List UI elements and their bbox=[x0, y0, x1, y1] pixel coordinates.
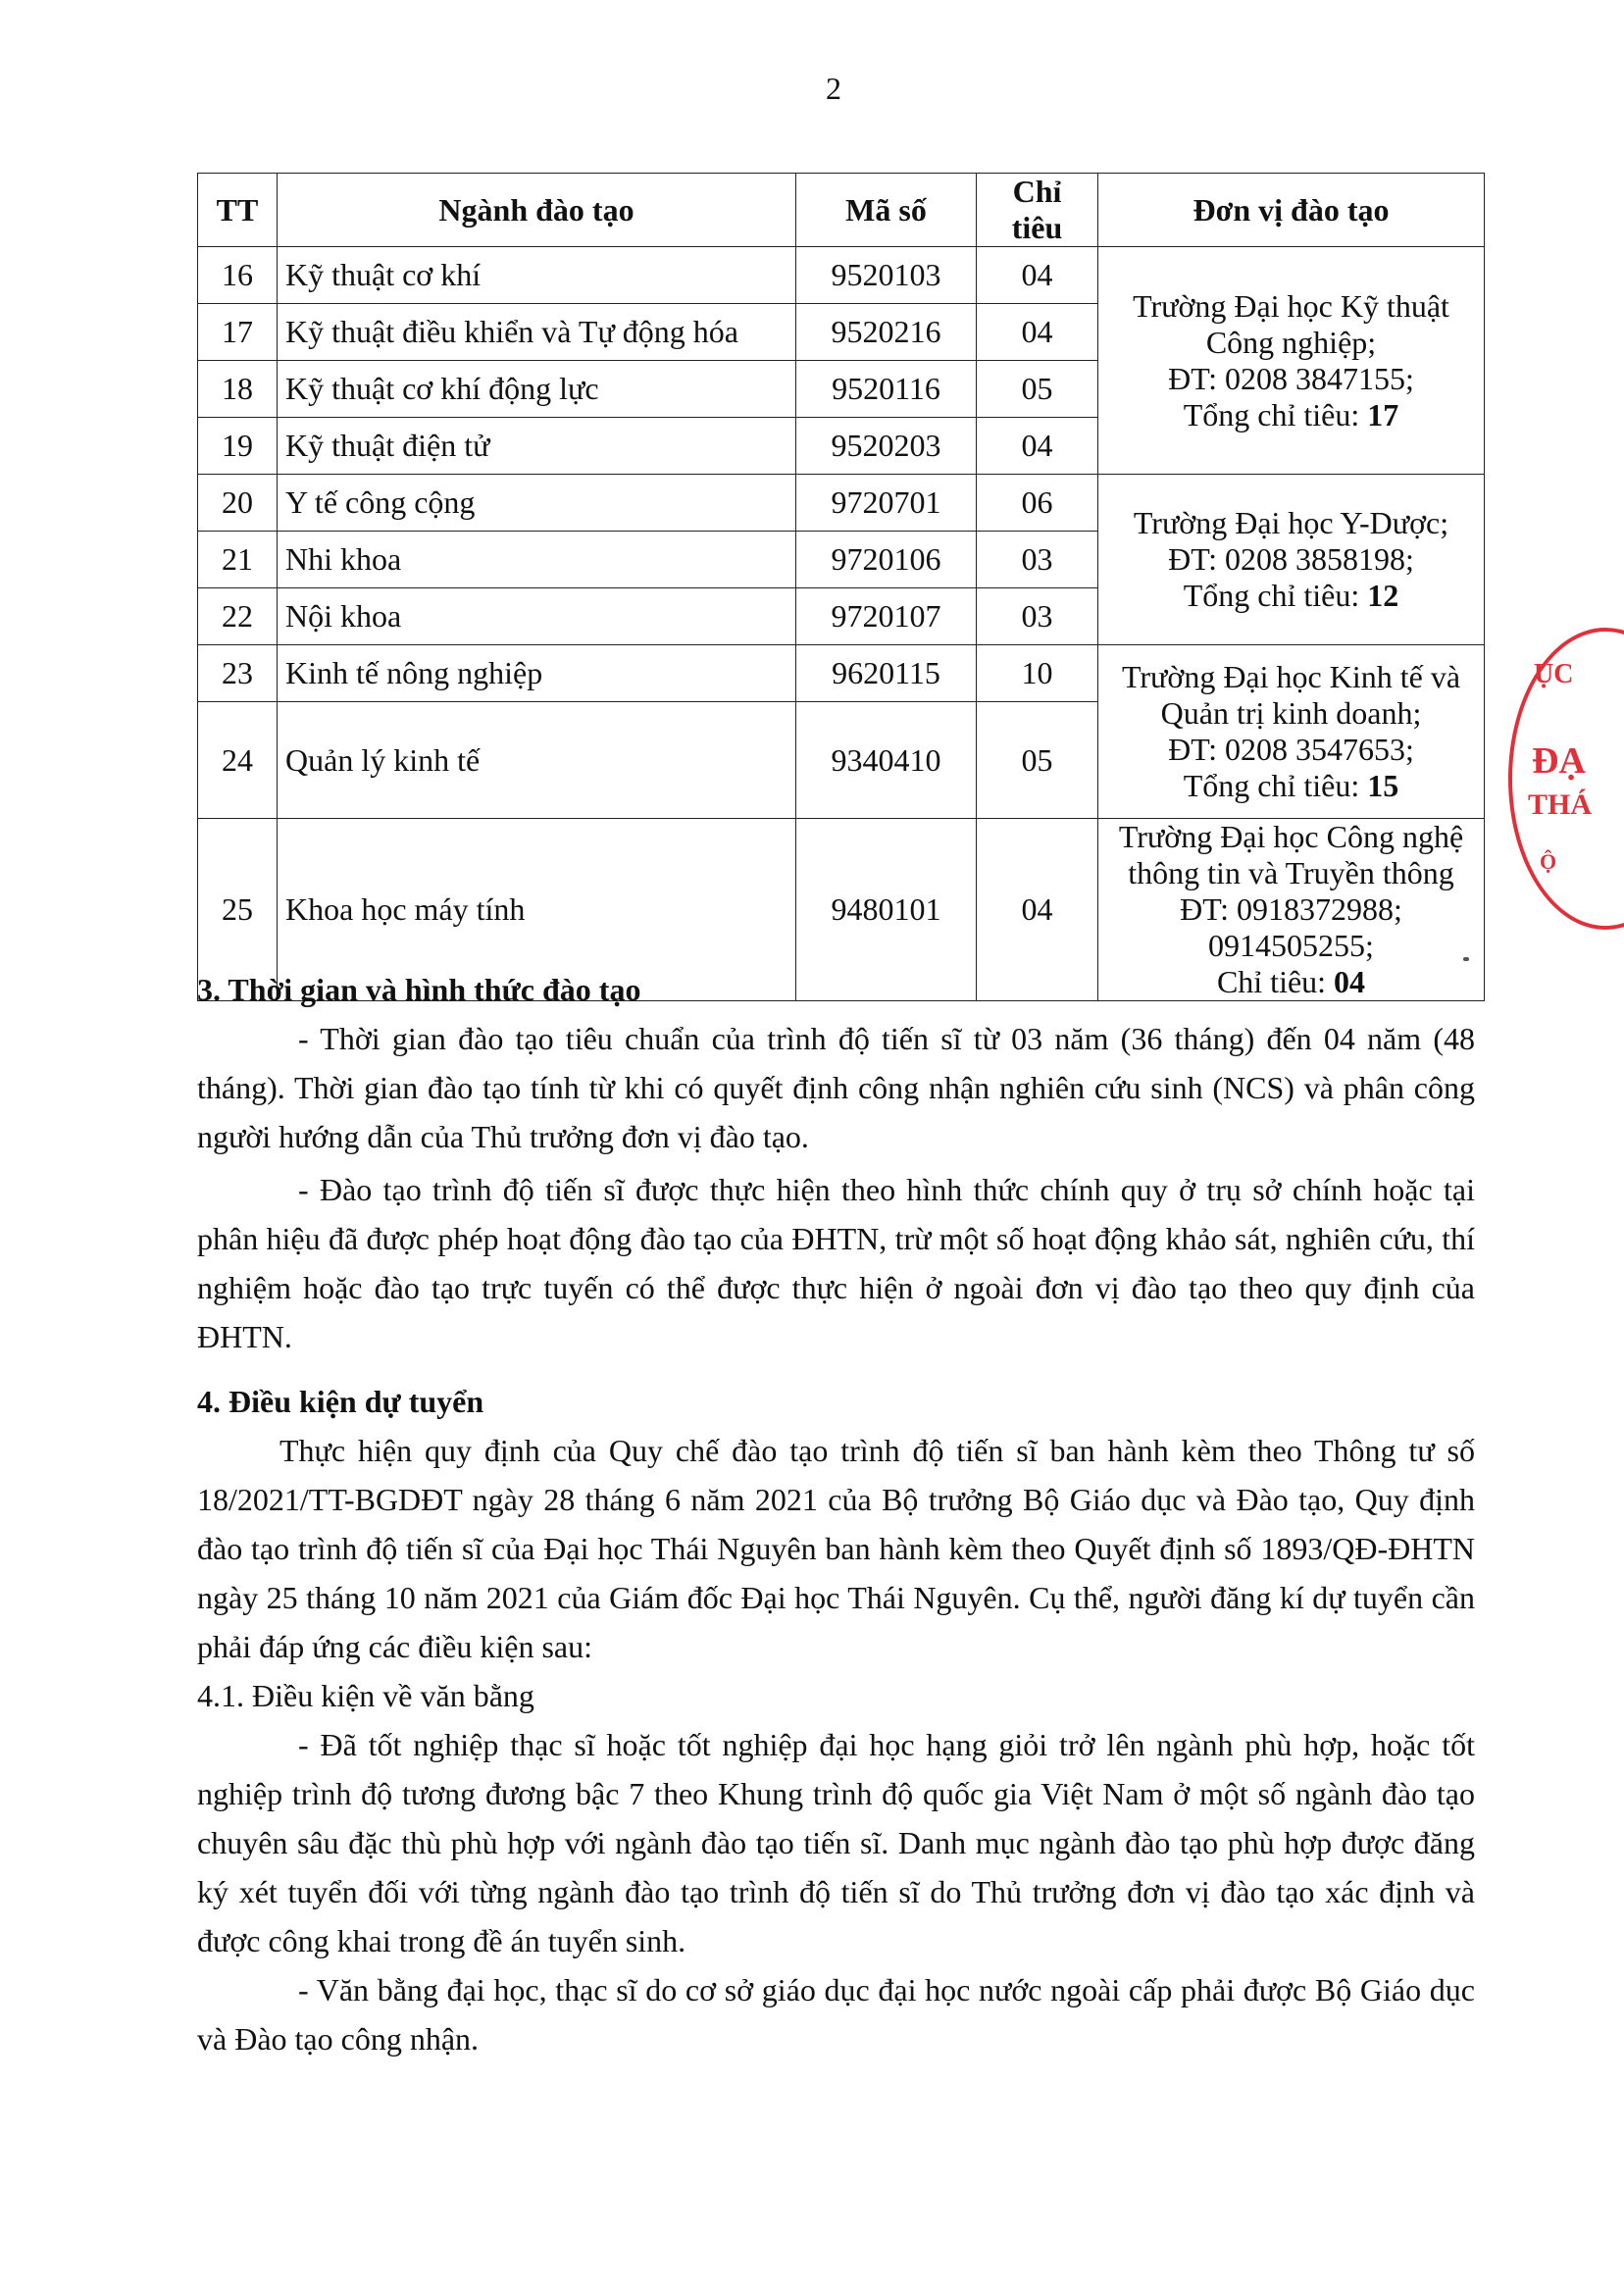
unit-phone: ĐT: 0208 3847155; bbox=[1168, 360, 1414, 396]
row-major: Kỹ thuật điện tử bbox=[278, 418, 796, 475]
section-4-heading: 4. Điều kiện dự tuyển bbox=[197, 1384, 484, 1419]
unit-total bbox=[1106, 578, 1476, 614]
unit-total-value: 17 bbox=[1367, 396, 1399, 432]
row-code: 9720107 bbox=[796, 588, 977, 645]
section-4-paragraph-2: - Đã tốt nghiệp thạc sĩ hoặc tốt nghiệp đại học hạng giỏi trở lên ngành phù hợp, hoặc tốt nghiệp trình độ tương đương bậc 7 theo Khung trình độ quốc gia Việt Nam ở một số ngành đào tạo chuyên sâu đặc thù phù hợp với ngành đào tạo tiến sĩ. Danh mục ngành đào tạo phù hợp được đăng ký xét tuyển đối với từng ngành đào tạo trình độ tiến sĩ do Thủ trưởng đơn vị đào tạo xác định và được công khai trong đề án tuyển sinh. bbox=[197, 1727, 1475, 1958]
red-seal-stamp bbox=[1508, 628, 1624, 930]
unit-total-label: Tổng chỉ tiêu: bbox=[1183, 768, 1368, 803]
row-tt: 19 bbox=[198, 418, 278, 475]
row-tt: 21 bbox=[198, 532, 278, 588]
row-code: 9720701 bbox=[796, 475, 977, 532]
training-unit-cell bbox=[1098, 645, 1485, 819]
section-4 bbox=[197, 1377, 1475, 2063]
training-unit-cell bbox=[1098, 247, 1485, 475]
row-tt: 17 bbox=[198, 304, 278, 361]
row-major: Kinh tế nông nghiệp bbox=[278, 645, 796, 702]
row-code: 9520103 bbox=[796, 247, 977, 304]
row-quota: 05 bbox=[977, 702, 1098, 819]
row-quota: 05 bbox=[977, 361, 1098, 418]
row-tt: 22 bbox=[198, 588, 278, 645]
row-code: 9520203 bbox=[796, 418, 977, 475]
row-code: 9340410 bbox=[796, 702, 977, 819]
row-quota: 04 bbox=[977, 247, 1098, 304]
section-3-paragraph-1: - Thời gian đào tạo tiêu chuẩn của trình độ tiến sĩ từ 03 năm (36 tháng) đến 04 năm (48 tháng). Thời gian đào tạo tính từ khi có quyết định công nhận nghiên cứu sinh (NCS) và phân công người hướng dẫn của Thủ trưởng đơn vị đào tạo. bbox=[197, 1021, 1475, 1154]
admissions-table bbox=[197, 173, 1485, 1001]
row-major: Kỹ thuật cơ khí bbox=[278, 247, 796, 304]
header-major: Ngành đào tạo bbox=[278, 174, 796, 247]
unit-phone: ĐT: 0918372988; 0914505255; bbox=[1180, 891, 1402, 963]
unit-total-label: Tổng chỉ tiêu: bbox=[1183, 578, 1368, 613]
stamp-text: ĐẠ bbox=[1532, 740, 1586, 782]
section-4-paragraph-3: - Văn bằng đại học, thạc sĩ do cơ sở giáo dục đại học nước ngoài cấp phải được Bộ Giáo dục và Đào tạo công nhận. bbox=[197, 1972, 1475, 2057]
table-header-row bbox=[198, 174, 1485, 247]
section-3 bbox=[197, 965, 1475, 1361]
unit-name: Trường Đại học Công nghệ thông tin và Truyền thông bbox=[1118, 819, 1464, 890]
unit-phone: ĐT: 0208 3858198; bbox=[1168, 541, 1414, 577]
unit-total bbox=[1106, 768, 1476, 804]
training-unit-cell bbox=[1098, 475, 1485, 645]
row-major: Kỹ thuật điều khiển và Tự động hóa bbox=[278, 304, 796, 361]
row-major: Kỹ thuật cơ khí động lực bbox=[278, 361, 796, 418]
section-4-paragraph-1: Thực hiện quy định của Quy chế đào tạo trình độ tiến sĩ ban hành kèm theo Thông tư số 18/2021/TT-BGDĐT ngày 28 tháng 6 năm 2021 của Bộ trưởng Bộ Giáo dục và Đào tạo, Quy định đào tạo trình độ tiến sĩ của Đại học Thái Nguyên ban hành kèm theo Quyết định số 1893/QĐ-ĐHTN ngày 25 tháng 10 năm 2021 của Giám đốc Đại học Thái Nguyên. Cụ thể, người đăng kí dự tuyển cần phải đáp ứng các điều kiện sau: bbox=[197, 1433, 1475, 1664]
unit-total-label: Tổng chỉ tiêu: bbox=[1183, 396, 1368, 432]
stamp-text: ỤC bbox=[1534, 659, 1574, 689]
row-code: 9480101 bbox=[796, 819, 977, 1001]
row-major: Y tế công cộng bbox=[278, 475, 796, 532]
row-quota: 06 bbox=[977, 475, 1098, 532]
row-code: 9520216 bbox=[796, 304, 977, 361]
row-tt: 23 bbox=[198, 645, 278, 702]
section-3-paragraph-2: - Đào tạo trình độ tiến sĩ được thực hiện theo hình thức chính quy ở trụ sở chính hoặc tại phân hiệu đã được phép hoạt động đào tạo của ĐHTN, trừ một số hoạt động khảo sát, nghiên cứu, thí nghiệm hoặc đào tạo trực tuyến có thể được thực hiện ở ngoài đơn vị đào tạo theo quy định của ĐHTN. bbox=[197, 1172, 1475, 1354]
unit-total-value: 04 bbox=[1334, 964, 1366, 999]
section-4-1-heading: 4.1. Điều kiện về văn bằng bbox=[197, 1678, 534, 1713]
page-number: 2 bbox=[826, 71, 841, 106]
row-quota: 04 bbox=[977, 418, 1098, 475]
header-quota: Chỉ tiêu bbox=[977, 174, 1098, 247]
unit-name: Trường Đại học Kinh tế và Quản trị kinh doanh; bbox=[1121, 659, 1461, 731]
row-quota: 04 bbox=[977, 819, 1098, 1001]
section-3-heading: 3. Thời gian và hình thức đào tạo bbox=[197, 972, 641, 1007]
unit-total-label: Chỉ tiêu: bbox=[1216, 964, 1335, 999]
unit-total-value: 15 bbox=[1367, 768, 1399, 803]
row-quota: 03 bbox=[977, 532, 1098, 588]
row-code: 9520116 bbox=[796, 361, 977, 418]
header-tt: TT bbox=[198, 174, 278, 247]
unit-phone: ĐT: 0208 3547653; bbox=[1168, 732, 1414, 767]
stamp-text: Ộ bbox=[1540, 849, 1557, 874]
header-unit: Đơn vị đào tạo bbox=[1098, 174, 1485, 247]
row-major: Khoa học máy tính bbox=[278, 819, 796, 1001]
row-quota: 10 bbox=[977, 645, 1098, 702]
header-code: Mã số bbox=[796, 174, 977, 247]
table-row bbox=[198, 475, 1485, 532]
row-major: Quản lý kinh tế bbox=[278, 702, 796, 819]
row-tt: 25 bbox=[198, 819, 278, 1001]
row-tt: 18 bbox=[198, 361, 278, 418]
row-major: Nội khoa bbox=[278, 588, 796, 645]
row-quota: 04 bbox=[977, 304, 1098, 361]
row-quota: 03 bbox=[977, 588, 1098, 645]
scan-dot bbox=[1463, 957, 1469, 961]
unit-total bbox=[1106, 397, 1476, 433]
row-tt: 24 bbox=[198, 702, 278, 819]
stamp-text: THÁ bbox=[1528, 788, 1593, 821]
unit-name: Trường Đại học Y-Dược; bbox=[1133, 505, 1449, 540]
unit-name: Trường Đại học Kỹ thuật Công nghiệp; bbox=[1133, 287, 1449, 360]
row-major: Nhi khoa bbox=[278, 532, 796, 588]
row-code: 9620115 bbox=[796, 645, 977, 702]
row-code: 9720106 bbox=[796, 532, 977, 588]
row-tt: 16 bbox=[198, 247, 278, 304]
unit-total-value: 12 bbox=[1367, 578, 1399, 613]
table-row bbox=[198, 645, 1485, 702]
row-tt: 20 bbox=[198, 475, 278, 532]
table-row bbox=[198, 247, 1485, 304]
